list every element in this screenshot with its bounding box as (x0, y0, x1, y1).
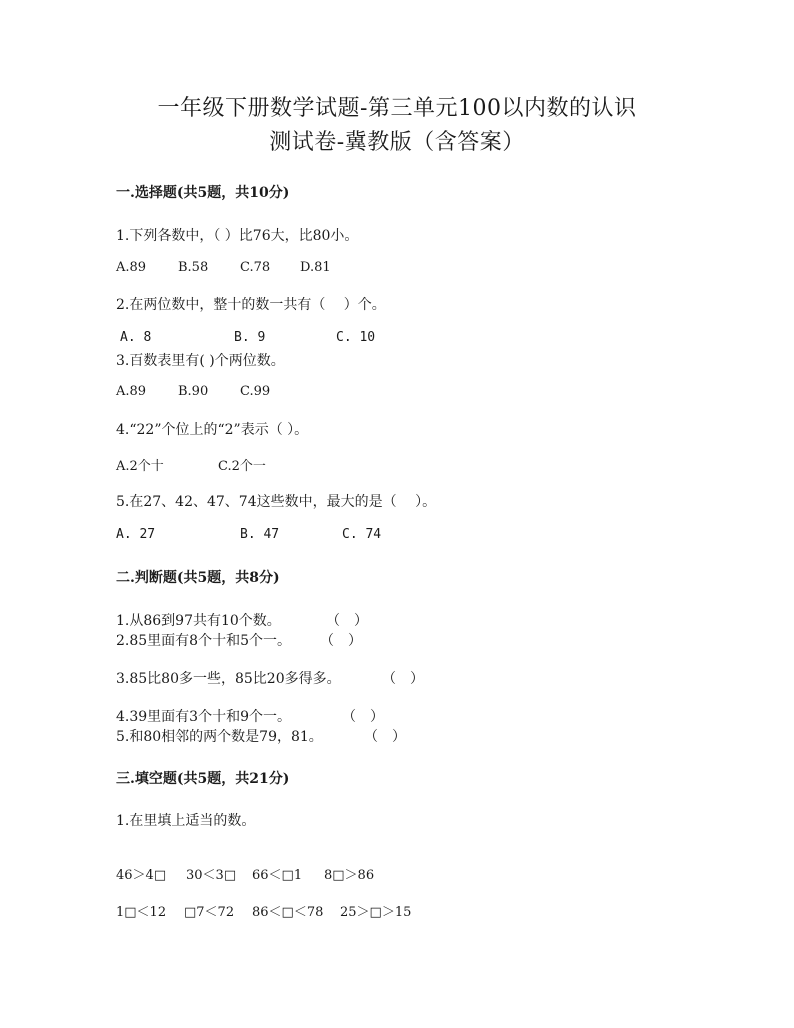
judge-bracket-4: （ ） (342, 709, 384, 725)
judge-bracket-5: （ ） (364, 729, 406, 745)
judge-bracket-3: （ ） (382, 671, 424, 687)
option-1-2-c: C. 10 (336, 330, 376, 345)
page-title-line-1: 一年级下册数学试题-第三单元100以内数的认识 (157, 96, 637, 121)
fill-item: 25＞□＞15 (340, 905, 412, 920)
fill-item: 46＞4□ (116, 868, 167, 883)
judge-item-2: 2.85里面有8个十和5个一。 (116, 633, 291, 649)
section-heading-multiple-choice: 一.选择题(共5题，共10分) (116, 185, 290, 201)
section-heading-true-false: 二.判断题(共5题，共8分) (116, 570, 280, 586)
option-1-1-b: B.58 (178, 260, 209, 275)
option-1-5-a: A. 27 (116, 527, 156, 542)
option-1-3-b: B.90 (178, 384, 209, 399)
page-title-line-2: 测试卷-冀教版（含答案） (269, 130, 525, 155)
fill-item: □7＜72 (184, 905, 235, 920)
option-1-4-c: C.2个一 (218, 459, 266, 474)
fill-question-1: 1.在里填上适当的数。 (116, 813, 256, 829)
fill-item: 66＜□1 (252, 868, 303, 883)
question-1-1: 1.下列各数中，（ ）比76大，比80小。 (116, 228, 359, 244)
option-1-2-a: A. 8 (120, 330, 152, 345)
option-1-3-c: C.99 (240, 384, 271, 399)
judge-item-4: 4.39里面有3个十和9个一。 (116, 709, 291, 725)
option-1-5-c: C. 74 (342, 527, 382, 542)
fill-item: 8□＞86 (324, 868, 375, 883)
judge-bracket-2: （ ） (320, 633, 362, 649)
question-1-3: 3.百数表里有( )个两位数。 (116, 353, 285, 369)
question-1-5: 5.在27、42、47、74这些数中，最大的是（ ）。 (116, 494, 437, 510)
question-1-2: 2.在两位数中，整十的数一共有（ ）个。 (116, 297, 386, 313)
question-1-4: 4.“22”个位上的“2”表示（ ）。 (116, 422, 309, 438)
option-1-5-b: B. 47 (240, 527, 280, 542)
option-1-4-a: A.2个十 (116, 459, 164, 474)
fill-item: 30＜3□ (186, 868, 237, 883)
option-1-1-d: D.81 (300, 260, 331, 275)
judge-item-1: 1.从86到97共有10个数。 (116, 613, 281, 629)
fill-item: 1□＜12 (116, 905, 167, 920)
option-1-1-a: A.89 (116, 260, 147, 275)
option-1-2-b: B. 9 (234, 330, 266, 345)
judge-item-3: 3.85比80多一些，85比20多得多。 (116, 671, 341, 687)
judge-bracket-1: （ ） (326, 613, 368, 629)
judge-item-5: 5.和80相邻的两个数是79，81。 (116, 729, 323, 745)
option-1-1-c: C.78 (240, 260, 271, 275)
option-1-3-a: A.89 (116, 384, 147, 399)
section-heading-fill-in: 三.填空题(共5题，共21分) (116, 771, 290, 787)
fill-item: 86＜□＜78 (252, 905, 324, 920)
